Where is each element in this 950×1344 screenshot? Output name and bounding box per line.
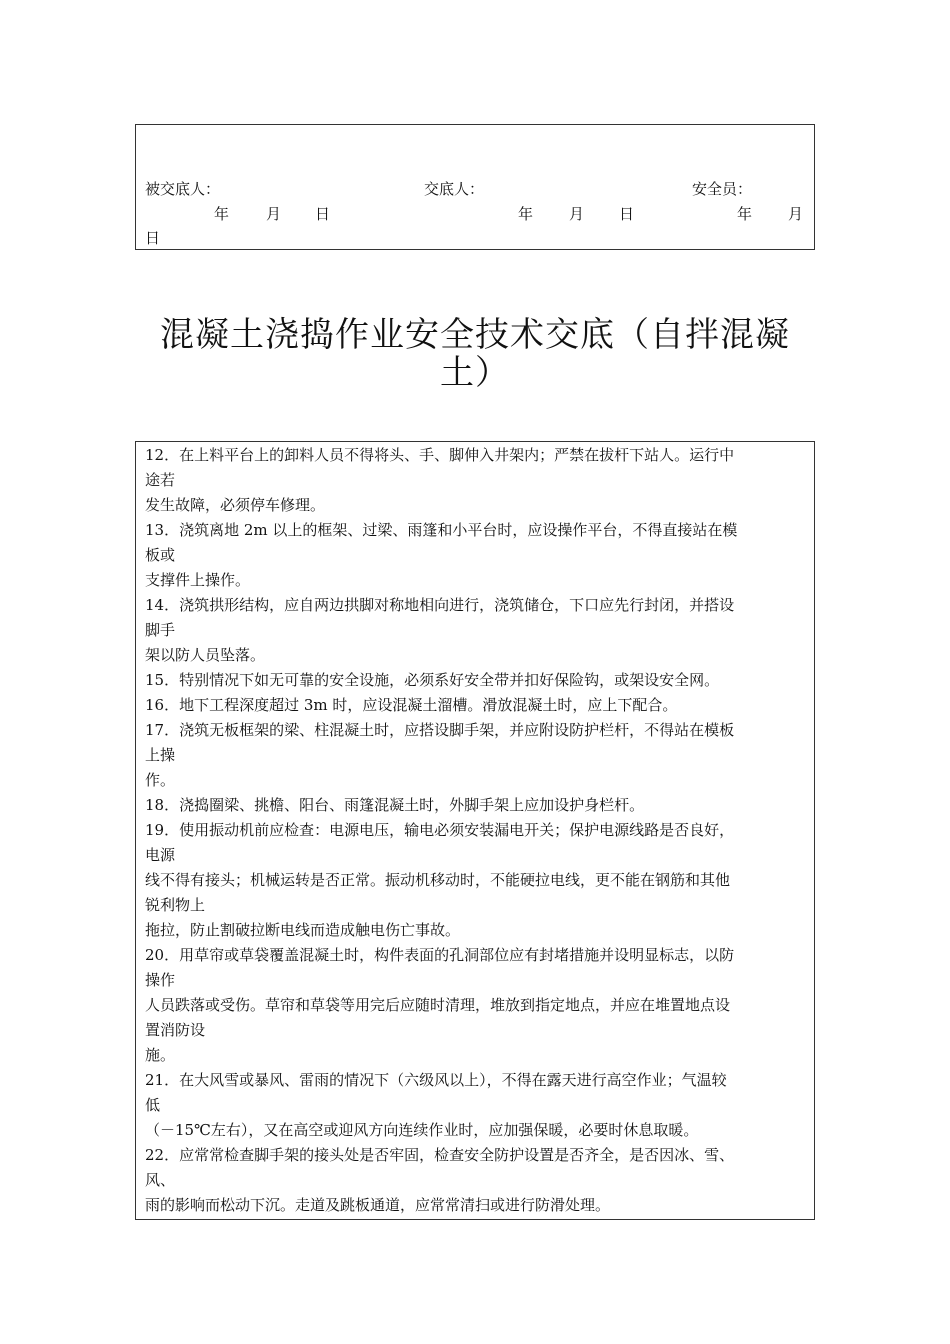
content-line: 置消防设	[145, 1021, 206, 1039]
safety-officer-day: 日	[145, 229, 161, 247]
document-title	[150, 316, 800, 392]
content-line: 21．在大风雪或暴风、雷雨的情况下（六级风以上），不得在露天进行高空作业；气温较	[145, 1071, 727, 1089]
content-line: 线不得有接头；机械运转是否正常。振动机移动时，不能硬拉电线，更不能在钢筋和其他	[145, 871, 731, 889]
content-line: 支撑件上操作。	[145, 571, 251, 589]
content-line: 20．用草帘或草袋覆盖混凝土时，构件表面的孔洞部位应有封堵措施并设明显标志，以防	[145, 946, 735, 964]
presenter-month: 月	[569, 205, 585, 223]
content-line: 12．在上料平台上的卸料人员不得将头、手、脚伸入井架内；严禁在拔杆下站人。运行中	[145, 446, 735, 464]
receiver-day: 日	[315, 205, 331, 223]
safety-officer-year: 年	[737, 205, 753, 223]
receiver-label: 被交底人：	[145, 180, 221, 198]
content-line: 架以防人员坠落。	[145, 646, 266, 664]
content-line: 低	[145, 1096, 161, 1114]
presenter-day: 日	[619, 205, 635, 223]
content-line: 人员跌落或受伤。草帘和草袋等用完后应随时清理，堆放到指定地点，并应在堆置地点设	[145, 996, 731, 1014]
content-lines	[145, 443, 814, 1218]
title-line-1: 混凝土浇捣作业安全技术交底（自拌混凝	[160, 315, 790, 355]
content-line: 途若	[145, 471, 176, 489]
content-line: 电源	[145, 846, 176, 864]
content-line: 15．特别情况下如无可靠的安全设施，必须系好安全带并扣好保险钩，或架设安全网。	[145, 671, 720, 689]
content-line: 雨的影响而松动下沉。走道及跳板通道，应常常清扫或进行防滑处理。	[145, 1196, 611, 1214]
content-line: 板或	[145, 546, 176, 564]
title-line-2: 土）	[440, 353, 510, 393]
receiver-month: 月	[266, 205, 282, 223]
content-line: 13．浇筑离地 2m 以上的框架、过梁、雨篷和小平台时，应设操作平台，不得直接站在模	[145, 521, 738, 539]
signature-box	[135, 124, 815, 250]
content-line: 脚手	[145, 621, 176, 639]
content-line: 上操	[145, 746, 176, 764]
content-line: 锐利物上	[145, 896, 206, 914]
content-line: 风、	[145, 1171, 176, 1189]
content-line: 发生故障，必须停车修理。	[145, 496, 326, 514]
receiver-year: 年	[214, 205, 230, 223]
content-line: 14．浇筑拱形结构，应自两边拱脚对称地相向进行，浇筑储仓，下口应先行封闭，并搭设	[145, 596, 735, 614]
presenter-label: 交底人：	[424, 180, 485, 198]
content-line: 施。	[145, 1046, 176, 1064]
content-line: 拖拉，防止割破拉断电线而造成触电伤亡事故。	[145, 921, 461, 939]
content-box	[135, 441, 815, 1220]
content-line: （－15℃左右），又在高空或迎风方向连续作业时，应加强保暖，必要时休息取暖。	[145, 1121, 699, 1139]
presenter-year: 年	[518, 205, 534, 223]
content-line: 22．应常常检查脚手架的接头处是否牢固，检查安全防护设置是否齐全，是否因冰、雪、	[145, 1146, 735, 1164]
safety-officer-label: 安全员：	[692, 180, 753, 198]
content-line: 18．浇捣圈梁、挑檐、阳台、雨篷混凝土时，外脚手架上应加设护身栏杆。	[145, 796, 645, 814]
content-line: 19．使用振动机前应检查：电源电压，输电必须安装漏电开关；保护电源线路是否良好，	[145, 821, 735, 839]
content-line: 操作	[145, 971, 176, 989]
content-line: 16．地下工程深度超过 3m 时，应设混凝土溜槽。滑放混凝土时，应上下配合。	[145, 696, 678, 714]
content-line: 作。	[145, 771, 176, 789]
safety-officer-month: 月	[788, 205, 804, 223]
content-line: 17．浇筑无板框架的梁、柱混凝土时，应搭设脚手架，并应附设防护栏杆，不得站在模板	[145, 721, 735, 739]
